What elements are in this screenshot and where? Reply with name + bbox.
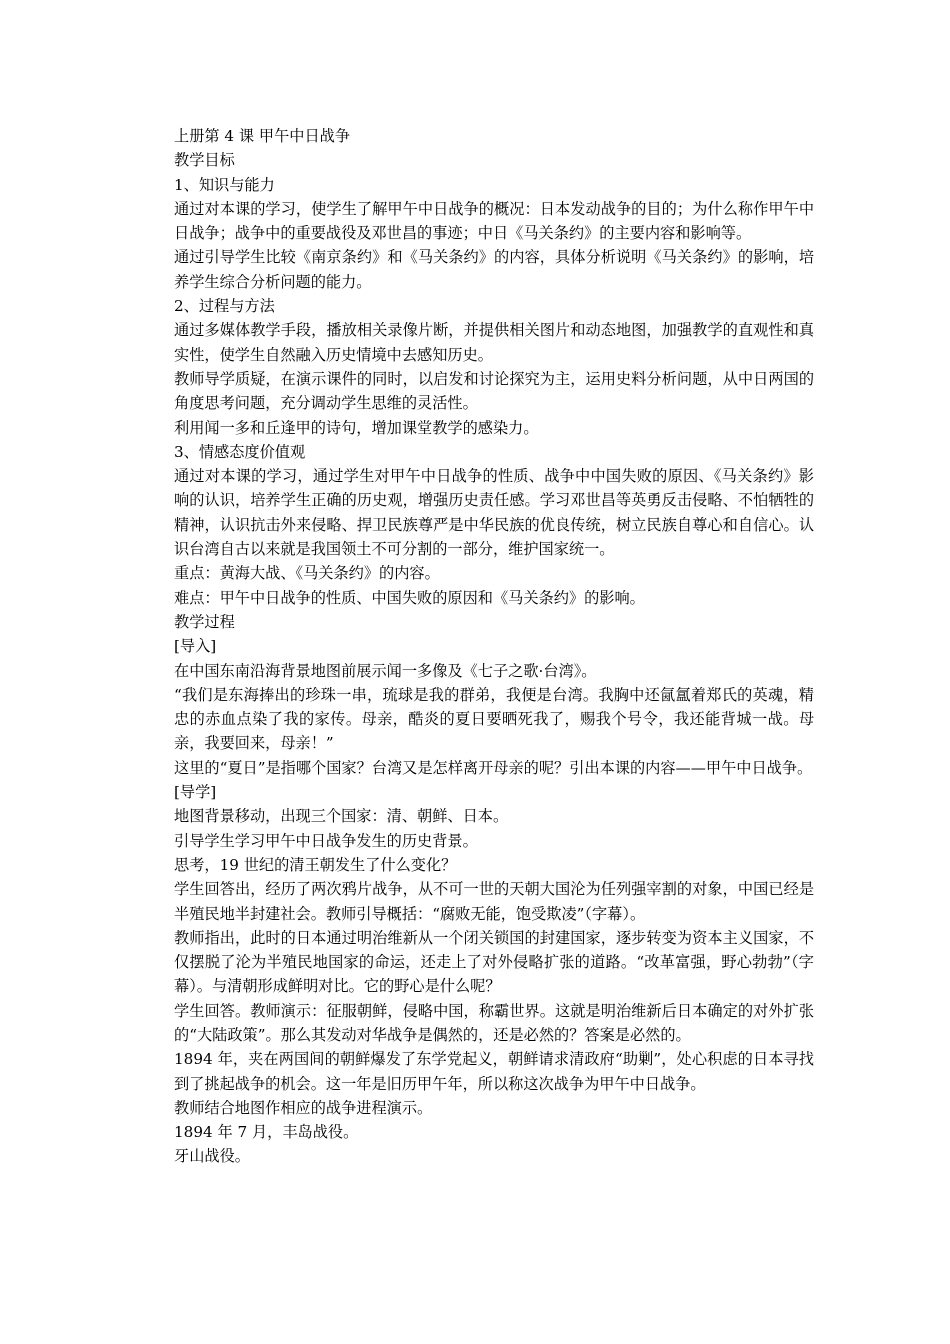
subsection-heading-knowledge: 1、知识与能力	[174, 175, 275, 194]
paragraph: 思考，19 世纪的清王朝发生了什么变化？	[174, 855, 457, 874]
difficult-points: 难点：甲午中日战争的性质、中国失败的原因和《马关条约》的影响。	[174, 588, 645, 607]
paragraph: 在中国东南沿海背景地图前展示闻一多像及《七子之歌·台湾》。	[174, 661, 597, 680]
paragraph: 引导学生学习甲午中日战争发生的历史背景。	[174, 831, 478, 850]
paragraph: 教师结合地图作相应的战争进程演示。	[174, 1098, 433, 1117]
paragraph: 通过多媒体教学手段，播放相关录像片断，并提供相关图片和动态地图，加强教学的直观性和真实性，使学生自然融入历史情境中去感知历史。	[174, 321, 814, 364]
document-title: 上册第 4 课 甲午中日战争	[174, 127, 351, 145]
paragraph: 学生回答。教师演示：征服朝鲜，侵略中国，称霸世界。这就是明治维新后日本确定的对外扩张的“大陆政策”。那么其发动对华战争是偶然的，还是必然的？答案是必然的。	[174, 1001, 814, 1044]
paragraph: 通过对本课的学习，通过学生对甲午中日战争的性质、战争中中国失败的原因、《马关条约》影响的认识，培养学生正确的历史观，增强历史责任感。学习邓世昌等英勇反击侵略、不怕牺牲的精神，认识抗击外来侵略、捍卫民族尊严是中华民族的优良传统，树立民族自尊心和自信心。认识台湾自古以来就是我国领土不可分割的一部分，维护国家统一。	[174, 467, 814, 559]
poem-quote: “我们是东海捧出的珍珠一串，琉球是我的群弟，我便是台湾。我胸中还氤氲着郑氏的英魂，精忠的赤血点染了我的家传。母亲，酷炎的夏日要晒死我了，赐我个号令，我还能背城一战。母亲，我要回来，母亲！”	[174, 685, 814, 753]
section-heading-introduction: [导入]	[174, 637, 217, 656]
document-body	[174, 124, 814, 1169]
key-points: 重点：黄海大战、《马关条约》的内容。	[174, 564, 440, 583]
subsection-heading-process: 2、过程与方法	[174, 297, 275, 316]
paragraph: 利用闻一多和丘逢甲的诗句，增加课堂教学的感染力。	[174, 418, 539, 437]
paragraph: 这里的“夏日”是指哪个国家？台湾又是怎样离开母亲的呢？引出本课的内容——甲午中日战争。	[174, 758, 813, 777]
section-heading-teaching-process: 教学过程	[174, 612, 235, 631]
paragraph: 1894 年 7 月，丰岛战役。	[174, 1123, 359, 1142]
subsection-heading-values: 3、情感态度价值观	[174, 442, 306, 461]
paragraph: 教师指出，此时的日本通过明治维新从一个闭关锁国的封建国家，逐步转变为资本主义国家，不仅摆脱了沦为半殖民地国家的命运，还走上了对外侵略扩张的道路。“改革富强，野心勃勃”（字幕）。与清朝形成鲜明对比。它的野心是什么呢？	[174, 928, 814, 996]
paragraph: 通过引导学生比较《南京条约》和《马关条约》的内容，具体分析说明《马关条约》的影响，培养学生综合分析问题的能力。	[174, 248, 814, 291]
section-heading-guided-learning: [导学]	[174, 783, 217, 802]
section-heading-objectives: 教学目标	[174, 151, 235, 170]
paragraph: 地图背景移动，出现三个国家：清、朝鲜、日本。	[174, 807, 509, 826]
paragraph: 教师导学质疑，在演示课件的同时，以启发和讨论探究为主，运用史料分析问题，从中日两国的角度思考问题，充分调动学生思维的灵活性。	[174, 369, 814, 413]
paragraph: 牙山战役。	[174, 1147, 250, 1166]
paragraph: 学生回答出，经历了两次鸦片战争，从不可一世的天朝大国沦为任列强宰割的对象，中国已经是半殖民地半封建社会。教师引导概括：“腐败无能，饱受欺凌”（字幕）。	[174, 880, 814, 923]
paragraph: 1894 年，夹在两国间的朝鲜爆发了东学党起义，朝鲜请求清政府“助剿”，处心积虑的日本寻找到了挑起战争的机会。这一年是旧历甲午年，所以称这次战争为甲午中日战争。	[174, 1050, 814, 1093]
paragraph: 通过对本课的学习，使学生了解甲午中日战争的概况：日本发动战争的目的；为什么称作甲午中日战争；战争中的重要战役及邓世昌的事迹；中日《马关条约》的主要内容和影响等。	[174, 199, 814, 243]
